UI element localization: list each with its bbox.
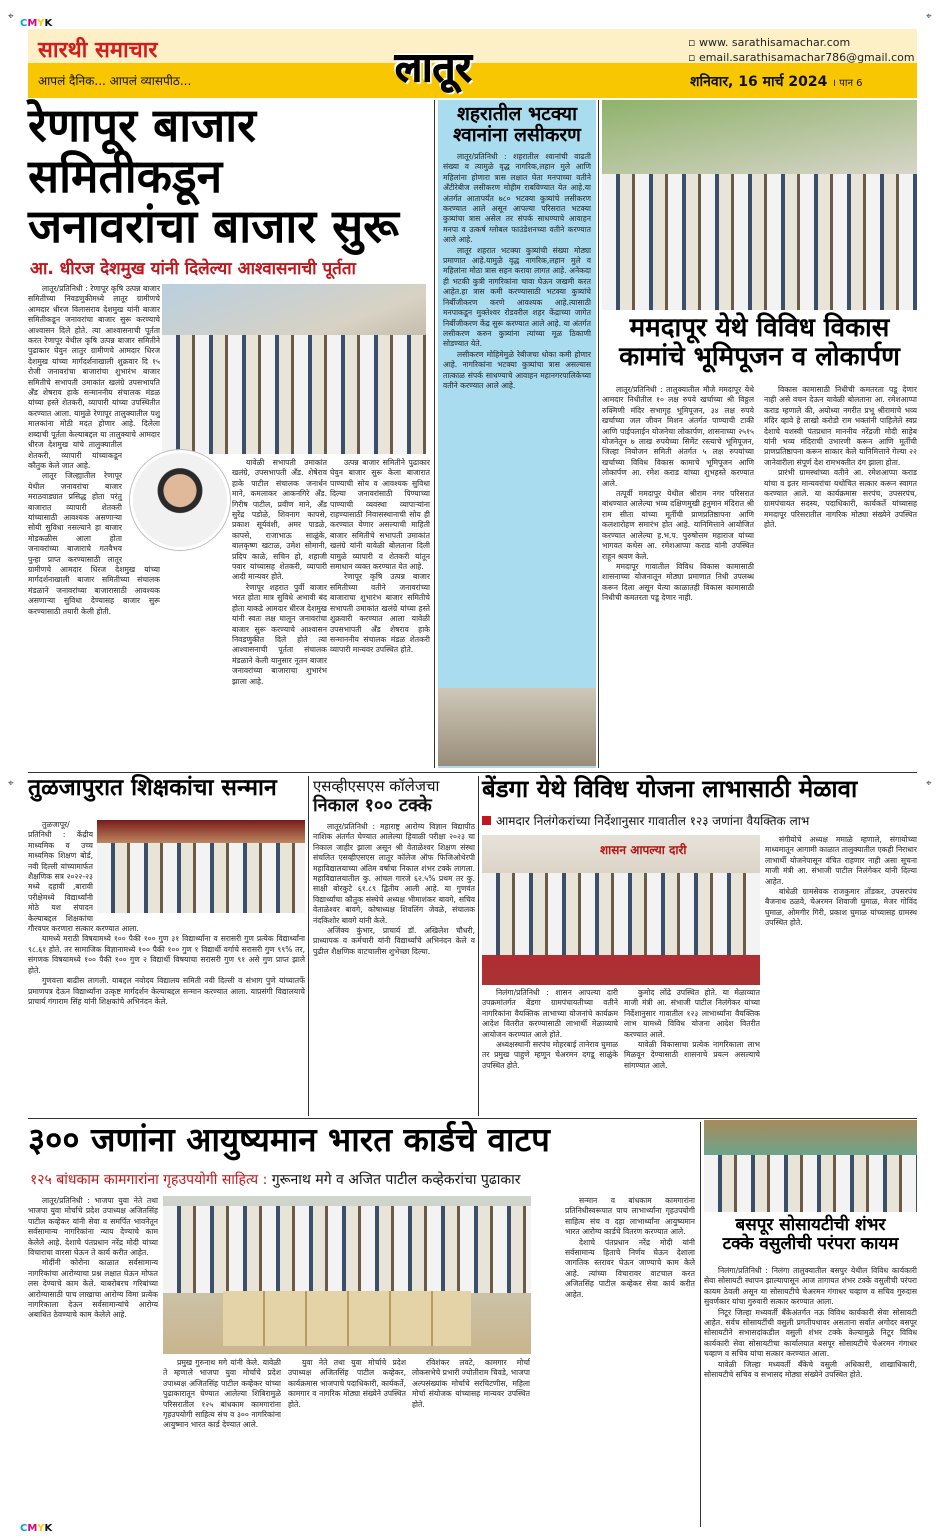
mamdapur-column-2: विकास कामासाठी निधीची कमतरता पडू देणार नाही असे वचन देऊन यावेळी बोलताना आ. रमेशआप्पा कराड म्हणाले की, अयोध्या नगरीत प्रभू श्रीरामाचे भव्य मंदिर व्हावे हे लाखो करोडो राम भक्तांनी पाहिलेले स्वप्न देशाचे यशस्वी पंतप्रधान माननीय नरेंद्रजी मोदी साहेब यांनी भव्य मंदिराची उभारणी करून आणि मूर्तीची प्राणप्रतिष्ठापना करून साकार केले यानिमित्ताने गेल्या २२ जानेवारीला संपूर्ण देश रामभक्तीत दंग झाला होता. प्रारंभी ग्रामस्थांच्या वतीने आ. रमेशआप्पा कराड यांचा व इतर मान्यवरांचा यथोचित सत्कार करून स्वागत करण्यात आले. या कार्यक्रमास सरपंच, उपसरपंच, ग्रामपंचायत सदस्य, पदाधिकारी, कार्यकर्ते यांच्यासह ममदापूर परिसरातील नागरिक मोठ्या संख्येने उपस्थित होते. [764,385,917,530]
lead-headline: रेणापूर बाजार समितीकडून जनावरांचा बाजार सुरू [28,98,399,254]
cmyk-mark: CMYK [20,18,53,29]
svs-body: लातूर/प्रतिनिधी : महाराष्ट्र आरोग्य विज्ञान विद्यापीठ नाशिक अंतर्गत घेण्यात आलेल्या हिवाळी परीक्षा २०२३ चा निकाल जाहीर झाला असून श्री वेताळेश्वर शिक्षण संस्था संचलित एसव्हीएसएस लातूर कॉलेज ऑफ फिजिओथेरपी महाविद्यालयाच्या अंतिम वर्षाचा निकाल शंभर टक्के लागला. महाविद्यालयातील कु. आंचल गारजे ६२.५% प्रथम तर कु. साक्षी बोरकुटे ६१.८९ द्वितीय आली आहे. या गुणवंत विद्यार्थ्यांचा कौतुक संस्थेचे अध्यक्ष भीमाशंकर बावगे, सचिव वेताळेश्वर बावगे, कोषाध्यक्ष शिवलिंग जेवळे, संचालक नंदकिशोर बावगे यांनी केले. अजिंक्य कुंभार, प्राचार्य डॉ. अखिलेश चौधरी, प्राध्यापक व कर्मचारी यांनी विद्यार्थ्यांचे अभिनंदन केले व पुढील शैक्षणिक वाटचालीस शुभेच्छा दिल्या. [313,822,475,956]
ayushman-column-4: रविशंकर लवटे, कामगार मोर्चा लोकसभेचे प्रभारी ज्योतीराम चिवडे, भाजपा अल्पसंख्यांक मोर्चाचे सरचिटणीस, महिला मोर्चा संयोजक यांच्यासह मान्यवर उपस्थित होते. [412,1358,530,1409]
tagline: आपलं दैनिक... आपलं व्यासपीठ... [38,74,192,88]
svs-headline: एसव्हीएसएस कॉलेजचा निकाल १०० टक्के [313,777,440,816]
banner-text: शासन आपल्या दारी [600,843,687,857]
ayushman-column-1: लातूर/प्रतिनिधी : भाजपा युवा नेते तथा भाजपा युवा मोर्चाचे प्रदेश उपाध्यक्ष अजितसिंह पाटील कव्हेकर यांनी सेवा व समर्पित भावनेतून सर्वसामान्य नागरिकांना न्याय देण्याचे काम केलेले आहे. देशाचे पंतप्रधान नरेंद्र मोदी यांच्या विचाराचा वारसा घेऊन ते कार्य करीत आहेत. मोदींनी कोरोना काळात सर्वसामान्य नागरिकांचा आरोग्याचा प्रश्न लक्षात घेऊन मोफत लस देण्याचे काम केले. याबरोबरच गरिबांच्या आरोग्यासाठी पाच लाखाचा आरोग्य विमा प्रत्येक नागरिकाला देऊन सर्वसामान्यांचे आरोग्य अबाधित ठेवण्याचे काम केलेले आहे. [28,1196,158,1320]
lead-photo-cattle-market [162,284,426,454]
section-rule [28,1118,917,1119]
bendga-subhead: आमदार निलंगेकरांच्या निर्देशानुसार गावातील १२३ जणांना वैयक्तिक लाभ [482,812,917,829]
column-rule [478,776,479,1116]
column-rule [598,100,599,768]
column-rule [308,776,309,1116]
cmyk-mark: CMYK [20,1523,53,1534]
mamdapur-column-1: लातूर/प्रतिनिधी : तालुक्यातील मौजे ममदापूर येथे आमदार निधीतील १० लक्ष रुपये खर्चाच्या श्री विठ्ठल रुक्मिणी मंदिर सभागृह भूमिपूजन, ३४ लक्ष रुपये खर्चाच्या जल जीवन मिशन अंतर्गत पाण्याची टाकी आणि पाईपलाईन योजनेचा लोकार्पण, शासनाच्या २५१५ योजनेतून ७ लाख रुपयेच्या सिमेंट रस्त्याचे भूमिपूजन, जिल्हा नियोजन समिती अंतर्गत ५ लक्ष रुपयांच्या खर्चाच्या विविध विकास कामाचे भूमिपूजन आणि लोकार्पण आ. रमेश कराड यांच्या शुभहस्ते करण्यात आले. तत्पूर्वी ममदापूर येथील श्रीराम नगर परिसरात बांधण्यात आलेल्या भव्य दक्षिणमुखी हनुमान मंदिरात श्री राम सीता यांच्या मूर्तीची प्राणप्रतिष्ठापना आणि कलशारोहण समारंभ होत आहे. यानिमित्ताने आयोजित करण्यात आलेल्या ह.भ.प. पुरुषोत्तम महाराज यांच्या भागवत कथेस आ. रमेशआप्पा कराड यांनी उपस्थित राहून श्रवण केले. ममदापूर गावातील विविध विकास कामासाठी शासनाच्या योजनातून मोठ्या प्रमाणात निधी उपलब्ध करून दिला असून येत्या काळातही विकास कामासाठी निधीची कमतरता पडू देणार नाही. [602,385,754,603]
bendga-column-2: कुमोद लोंढे उपस्थित होते. या मेळाव्यात माजी मंत्री आ. संभाजी पाटील निलंगेकर यांच्या निर्देशानुसार गावातील १२३ लाभार्थ्यांना वैयक्तिक लाभ यामध्ये विविध योजना आदेश वितरीत करण्यात आले. यावेळी विकासाचा प्रत्येक नागरिकाला लाभ मिळवून देण्यासाठी शासनाचे प्रयत्न असल्याचे सांगण्यात आले. [624,988,760,1070]
section-rule [28,772,917,773]
registration-mark-icon: ⌖ [926,11,932,22]
bhoomipujan-photo [602,100,917,310]
column-rule [700,1122,701,1527]
registration-mark-icon: ⌖ [8,11,14,22]
edition-city: लातूर [395,45,472,91]
bullet-icon: ▫ [688,51,699,64]
registration-mark-icon: ⌖ [8,778,14,789]
lead-column-3: उत्पन्न बाजार समितीने पुढाकार घेवुन बाजार सुरू केला बाजारात पाण्याची सोय व आवश्यक सुविधा दिल्या जनावरांसाठी पिण्याच्या पाण्याची व्यवस्था व्यापाऱ्यांना राहण्यासाठी निवासस्थानाची सोय ही करण्यात येणार असल्याची माहिती बाजार समितीचे सभापती उमाकांत खलंग्रे यांनी यावेळी बोलताना दिली यामुळे व्यापारी व शेतकरी यांतून समाधान व्यक्त करण्यात येत आहे. रेणापूर कृषि उत्पन्न बाजार समितीच्या वतीने जनावरांच्या बाजाराचा शुभारंभ बाजार समितीचे सभापती उमाकांत खलंग्रे यांच्या हस्ते शुक्रवारी करण्यात आला यावेळी उपसभापती अँड शेषराव हाके सन्माननीय संचालक मंडळ शेतकरी व्यापारी मान्यवर उपस्थित होते. [330,458,430,655]
column-rule [434,100,435,768]
tuljapur-body: तुळजापूर/प्रतिनिधी : केंद्रीय माध्यमिक व उच्च माध्यमिक शिक्षण बोर्ड, नवी दिल्ली यांच्यामार्फत शैक्षणिक सत्र २०२२-२३ मध्ये दहावी ,बारावी परीक्षेमध्ये विद्यार्थ्यांनी मोठे यश संपादन केल्याबद्दल शिक्षकांचा गौरवपर करणारा सत्कार करण्यात आला. यामध्ये मराठी विषयामध्ये १०० पैकी १०० गुण ३१ विद्यार्थ्यांना व सरासरी गुण प्रत्येक विद्यार्थ्यांना ९८.६१ होते. तर सामाजिक विज्ञानामध्ये १०० पैकी १०० गुण १ विद्यार्थी वर्गाचे सरासरी गुण ९९% तर, संगणक विषयामध्ये १०० पैकी १०० गुण २ विद्यार्थी विषयाचा सरासरी गुण ९१ असे गुण प्राप्त झाले होते. गुणवत्ता बाढीस लागली. याबद्दल नवोदय विद्यालय समिती नवी दिल्ली व संभाग पुणे यांच्यातर्फे प्रमाणपत्र देऊन विद्यार्थ्यांना उत्कृष्ट मार्गदर्शन केल्याबद्दल सन्मान करण्यात आला. याप्रसंगी विद्यालयाचे प्राचार्य गंगाराम सिंह यांनी शिक्षकांचे अभिनंदन केले. [28,820,305,1006]
registration-mark-icon: ⌖ [926,778,932,789]
dog-vaccination-photo [438,688,596,766]
lead-subhead: आ. धीरज देशमुख यांनी दिलेल्या आश्वासनाची पूर्तता [30,259,356,279]
bendga-headline: बेंडगा येथे विविध योजना लाभासाठी मेळावा [482,775,858,803]
newspaper-logo: सारथी समाचार [38,38,158,63]
issue-date: शनिवार, 16 मार्च 2024 । पान 6 [690,74,863,90]
ayushman-column-3: युवा नेते तथा युवा मोर्चाचे प्रदेश उपाध्यक्ष अजितसिंह पाटील कव्हेकर, कार्यक्रमास भाजपाचे पदाधिकारी, कार्यकर्ते, कामगार व नागरिक मोठ्या संख्येने उपस्थित होते. [288,1358,406,1409]
ayushman-subhead: १२५ बांधकाम कामगारांना गृहउपयोगी साहित्य : गुरूनाथ मगे व अजित पाटील कव्हेकरांचा पुढाकार [30,1172,521,1188]
lead-column-1: लातूर/प्रतिनिधी : रेणापूर कृषि उत्पन्न बाजार समितीच्या निवडणुकीमध्ये लातूर ग्रामीणचे आमदार धीरज विलासराव देशमुख यांनी बाजार समितीकडून जनावरांचा बाजार सुरू करण्याचे आश्वासन दिले होते. त्या आश्वासनाची पूर्तता करत रेणापूर येथील कृषि उत्पन्न बाजार समितीने पुढाकार घेवुन लातुर ग्रामीणचे आमदार धिरज देशमुख यांच्या मार्गदर्शनाखाली शुक्रवार दि १५ रोजी जनावरांचा बाजारांचा शुभारंभ बाजार समितीचे सभापती उमाकांत खलंग्रे उपसभापति अँड शेषराव हाके सन्माननीय संचालक मंडळ यांच्या हस्ते शेतकरी, व्यापारी यांच्या उपस्थितीत करण्यात आला. यामुळे रेणापूर तालुक्यातील पशु मालकांना मोठी मदत होणार आहे. दिलेला शब्दाची पूर्तता केल्याबद्दल या तालुक्याचे आमदार धीरज देशमुख यांचे तालुक्यातील शेतकरी, व्यापारी यांच्याकडून कौतुक केले जात आहे. लातूर जिल्ह्यातील रेणापूर येथील जनावरांचा बाजार मराठवाड्यात प्रसिद्ध होता परंतु बाजारात व्यापारी शेतकरी यांच्यासाठी आवश्यक असणाऱ्या सोयी सुविधा नसल्याने हा बाजार मोडकळीस आला होता जनावरांच्या बाजाराचे गतवैभव पुन्हा प्राप्त करण्यासाठी लातूर ग्रामीणचे आमदार धिरज देशमुख यांच्या मार्गदर्शनाखाली बाजार समितीच्या संचालक मंडळाने जनावरांच्या बाजारासाठी आवश्यक असणाऱ्या सुविधा देण्यासह बाजार सुरू करण्यासाठी तयारी केली होती. [28,284,160,616]
baspur-body: निलंगा/प्रतिनिधी : निलंगा तालुक्यातील बसपुर येथील विविध कार्यकारी सेवा सोसायटी स्थापन झाल्यापासून आज तागायत शंभर टक्के वसुलीची परंपरा कायम ठेवली असून या सोसायटीचे चेअरमन गंगाधर चव्हाण व सचिव गुरुदास सुवर्णकार यांचा गुरुवारी सत्कार करण्यात आला. निटूर जिल्हा मध्यवर्ती बँकेअंतर्गत नऊ विविध कार्यकारी सेवा सोसायटी आहेत. सर्वच सोसायटींची वसुली प्रगतीपथावर असताना सर्वात अगोदर बसपूर सोसायटीने सभासदांकडील वसुली शंभर टक्के केल्यामुळे निटूर विविध कार्यकारी सेवा सोसायटीचा कार्यालयात बसपूर सोसायटीचे चेअरमन गंगाधर चव्हाण व सचिव यांचा सत्कार करण्यात आला. यावेळी जिल्हा मध्यवर्ती बँकेचे वसुली अधिकारी, शाखाधिकारी, सोसायटीचे सचिव व सभासद मोठ्या संख्येने उपस्थित होते. [704,1266,917,1380]
stray-dog-headline: शहरातील भटक्या श्वानांना लसीकरण [453,103,581,146]
contact-info [688,35,915,65]
mamdapur-headline: ममदापूर येथे विविध विकास कामांचे भूमिपूजन व लोकार्पण [619,313,900,372]
bendga-column-right: संगीयोचे अध्यक्ष ममाळे म्हणाले, संगायोच्या माध्यमातून आगामी काळात तालुक्यातील एकही निराधार लाभार्थी योजनेपासून वंचित राहणार नाही असा सूचना माजी मंत्री आ. संभाजी पाटील निलंगेकर यांनी दिल्या आहेत. बांधेळी ग्रामसेवक राजकुमार तोंडकर, उपसरपंच बैजनाथ ठळवे, चेअरमन शिवाजी घुमाळ, मेजर गोविंद घुमाळ, ओमगीर गिरी, प्रकाश घुमाळ यांच्यासह ग्रामस्थ उपस्थित होते. [765,835,917,928]
ayushman-column-2: प्रमुख गुरुनाथ मगे यांनी केले. यावेळी ते म्हणाले भाजपा युवा मोर्चाचे प्रदेश उपाध्यक्ष अजितसिंह पाटील कव्हेकर यांच्या पुढाकारातून घेण्यात आलेल्या शिबिरामुळे परिसरातील १२५ बांधकाम कामगारांना गृहउपयोगी साहित्य संच व ३०० नागरिकांना आयुष्मान भारत कार्ड देण्यात आले. [163,1358,281,1430]
ayushman-headline: ३०० जणांना आयुष्यमान भारत कार्डचे वाटप [28,1120,550,1159]
page-number: । पान 6 [832,78,863,89]
baspur-society-photo [704,1120,917,1212]
stray-dog-body: लातूर/प्रतिनिधी : शहरातील श्वानांची वाढती संख्या व त्यामुळे वृद्ध नागरिक,लहान मुले आणि महिलांना होणारा त्रास लक्षात घेता मनपाच्या वतीने अँटीरेबीज लसीकरण मोहीम राबविण्यात येत आहे.या अंतर्गत आतापर्यंत ७८० भटक्या कुत्र्यांचे लसीकरण करण्यात आले असून आपल्या परिसरात भटक्या कुत्र्यांचा त्रास असेल तर संपर्क साधण्याचे आवाहन मनपा व उत्कर्ष ग्लोबल फाउंडेशनच्या वतीने करण्यात आले आहे. लातूर शहरात भटक्या कुत्र्यांची संख्या मोठ्या प्रमाणात आहे.यामुळे वृद्ध नागरिक,लहान मुले व महिलांना मोठा त्रास सहन करावा लागत आहे. अनेकदा ही भटकी कुत्री नागरिकांना चावा घेऊन जखमी करत आहेत.हा त्रास कमी करण्यासाठी भटक्या कुत्र्यांचे निर्बीजीकरण करणे आवश्यक आहे.त्यासाठी मनपाकडून मुक्तेश्वर रोडवरील शहर केंद्राच्या जागेत निर्बीजीकरण केंद्र सुरू करण्यात आले आहे. या अंतर्गत लसीकरण करुन कुत्र्यांना त्यांच्या मूळ ठिकाणी सोडण्यात येते. लसीकरण मोहिमेमुळे रेबीजचा धोका कमी होणार आहे. नागरिकांना भटक्या कुत्र्यांचा त्रास असल्यास तात्काळ संपर्क साधण्याचे आवाहन महानगरपालिकेच्या वतीने करण्यात आले आहे. [443,152,591,390]
bullet-icon: ▫ [688,36,699,49]
baspur-headline: बसपूर सोसायटीची शंभर टक्के वसुलीची परंपरा कायम [722,1215,899,1254]
website-link[interactable]: www. sarathisamachar.com [698,36,851,49]
bendga-event-photo [482,835,760,985]
bendga-column-1: निलंगा/प्रतिनिधी : शासन आपल्या दारी उपक्रमांतर्गत बेंडगा ग्रामपंचायतीच्या वतीने नागरिकांना वैयक्तिक लाभाच्या योजनांचे कार्यक्रम आदेश वितरीत करण्यासाठी लाभार्थी मेळाव्याचे आयोजन करण्यात आले होते. अध्यक्षस्थानी सरपंच मोहरबाई तानेराव घुमाळ तर प्रमुख पाहुणे म्हणून चेअरमन दगडू साळुंके उपस्थित होते. [482,988,618,1070]
bullet-square-icon [482,816,491,825]
lead-column-2: यावेळी सभापती उमाकांत खलंग्रे, उपसभापती अँड. शेषेराव हाके पाटील संचालक जनार्धन माने, कमलाकर आकनगिरे अँड. गिरीष पाटील, प्रवीण माने, अँड सुरेंद्र पडोळे, शिवनाग कापसे, प्रकाश सूर्यवंशी, अमर पाडळे, कापसे, राजाभाऊ साळुंके, बालकृष्ण खटाळ, उमेश सोमानी, प्रदिप काळे, सचिन हो, शहाजी पवार यांच्यासह शेतकरी, व्यापारी आदी मान्यवर होते. रेणापूर शहरात पुर्वी बाजार भरत होता मात्र सुविधे अभावी बंद होता याकडे आमदार धीरज देशमुख यांनी स्वतः लक्ष घालून जनावरांचा बाजार सुरू करण्याचे आश्वासन निवडणुकीत दिले होते त्या आश्वासनाची पूर्तता संचालक मंडळाने केली यानुसार नूतन बाजार जनावरांच्या बाजाराचा शुभारंभ झाला आहे. [232,458,327,686]
tuljapur-headline: तुळजापुरात शिक्षकांचा सन्मान [28,775,277,801]
ayushman-column-5: सन्मान व बांधकाम कामगारांना प्रतिनिधीस्वरूपात पाच लाभार्थ्यांना गृहउपयोगी साहित्य संच व दहा लाभार्थ्यांना आयुष्यमान भारत आरोग्य कार्डचे वितरण करण्यात आले. देशाचे पंतप्रधान नरेंद्र मोदी यांनी सर्वसामान्य हिताचे निर्णय घेऊन देशाला जागतिक स्तरावर घेऊन जाण्याचे काम केले आहे. त्यांच्या विचारावर वाटचाल करत अजितसिंह पाटील कव्हेकर सेवा कार्य करीत आहेत. [565,1196,695,1299]
email-link[interactable]: email.sarathisamachar786@gmail.com [698,51,915,64]
mla-portrait [130,450,230,550]
ayushman-distribution-photo [163,1196,531,1354]
